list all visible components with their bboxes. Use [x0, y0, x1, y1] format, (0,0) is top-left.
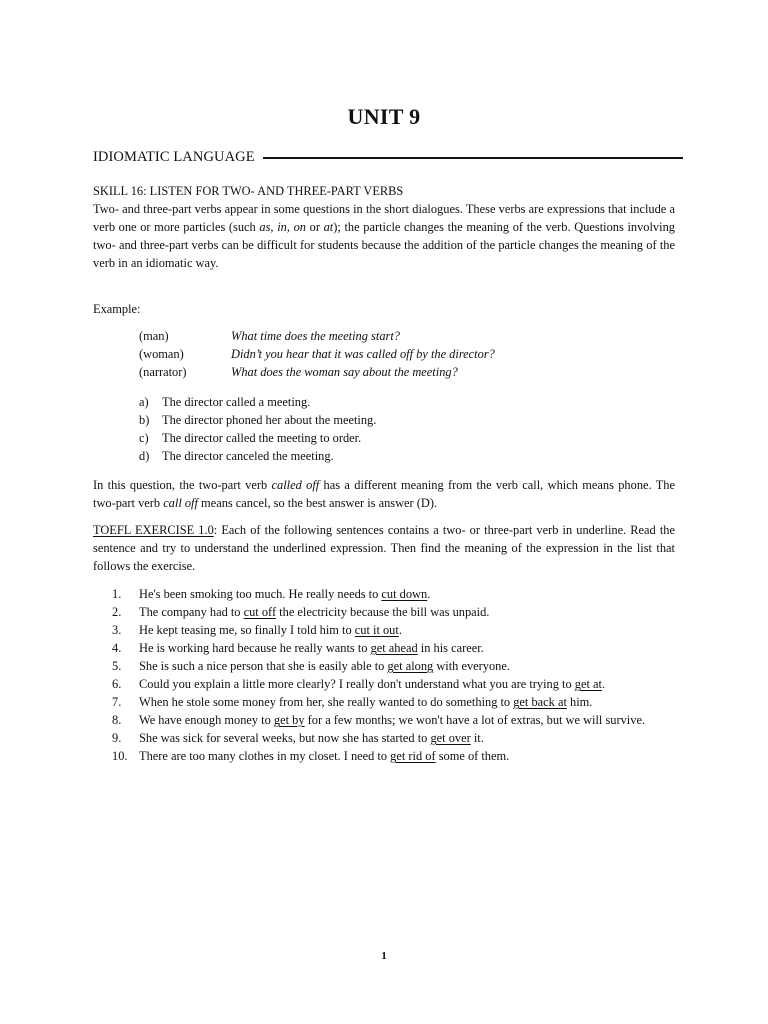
dialogue-line: What time does the meeting start? — [231, 329, 400, 343]
explanation-text: means cancel, so the best answer is answer (D). — [197, 496, 438, 510]
choice-letter: b) — [139, 413, 150, 427]
underlined-phrase: cut off — [243, 605, 277, 619]
choice-letter: c) — [139, 431, 149, 445]
particle-as: as, — [259, 220, 274, 234]
explanation-text: has a different meaning from the verb call, which means phone. The two-part verb — [93, 478, 676, 510]
intro-or: or — [305, 220, 324, 234]
item-text: it. — [470, 731, 484, 745]
item-text: some of them. — [435, 749, 510, 763]
answer-choice — [139, 393, 659, 411]
answer-choice — [139, 447, 659, 465]
underlined-phrase: get ahead — [370, 641, 418, 655]
explanation-text: In this question, the two-part verb — [93, 478, 272, 492]
item-number: 4. — [112, 641, 122, 655]
item-text: him. — [566, 695, 593, 709]
answer-choice — [139, 411, 659, 429]
list-item — [112, 747, 675, 765]
choice-text: The director canceled the meeting. — [162, 449, 334, 463]
item-sentence — [139, 675, 675, 693]
item-text: We have enough money to — [139, 713, 274, 727]
particle-in: in, — [277, 220, 290, 234]
section-heading-text: IDIOMATIC LANGUAGE — [93, 149, 255, 165]
underlined-phrase: get rid of — [390, 749, 436, 763]
list-item — [112, 657, 675, 675]
underlined-phrase: get over — [430, 731, 471, 745]
item-sentence — [139, 639, 675, 657]
intro-text: Two- and three-part verbs appear in some questions in the short dialogues. These verbs are expressions that include a verb one or more particles (such — [93, 202, 675, 234]
list-item — [112, 585, 675, 603]
item-number: 3. — [112, 623, 122, 637]
item-number: 8. — [112, 713, 122, 727]
item-text: She was sick for several weeks, but now she has started to — [139, 731, 431, 745]
skill-title: SKILL 16: LISTEN FOR TWO- AND THREE-PART VERBS — [93, 184, 404, 198]
item-text: He's been smoking too much. He really needs to — [139, 587, 382, 601]
intro-text-rest: ); the particle changes the meaning of the verb. Questions involving two- and three-part verbs can be difficult for students because the addition of the particle changes the meaning of the verb in an idiomatic way. — [93, 220, 675, 270]
item-text: He kept teasing me, so finally I told him to — [139, 623, 355, 637]
item-text: in his career. — [417, 641, 484, 655]
item-text: There are too many clothes in my closet. I need to — [139, 749, 391, 763]
explanation-paragraph — [93, 476, 675, 512]
item-text: She is such a nice person that she is easily able to — [139, 659, 388, 673]
underlined-phrase: get back at — [513, 695, 567, 709]
dialogue-line: What does the woman say about the meeting? — [231, 365, 458, 379]
explanation-term: call off — [163, 496, 198, 510]
item-sentence — [139, 603, 675, 621]
exercise-instructions — [93, 521, 675, 575]
dialogue-row — [139, 327, 659, 345]
item-number: 5. — [112, 659, 122, 673]
section-heading — [93, 147, 683, 167]
example-label: Example: — [93, 302, 141, 316]
item-text: with everyone. — [433, 659, 510, 673]
dialogue-line: Didn’t you hear that it was called off by the director? — [231, 347, 495, 361]
item-text: He is working hard because he really wants to — [139, 641, 371, 655]
list-item — [112, 711, 675, 729]
item-sentence — [139, 747, 675, 765]
dialogue-speaker: (narrator) — [139, 365, 187, 379]
item-text: the electricity because the bill was unpaid. — [276, 605, 490, 619]
item-sentence — [139, 729, 675, 747]
list-item — [112, 639, 675, 657]
item-sentence — [139, 711, 675, 729]
choice-text: The director called the meeting to order. — [162, 431, 362, 445]
underlined-phrase: cut it out — [354, 623, 399, 637]
particle-on: on — [293, 220, 306, 234]
underlined-phrase: get by — [273, 713, 305, 727]
exercise-text: : Each of the following sentences contains a two- or three-part verb in underline. Read the sentence and try to understand the underlined expression. Then find the meaning of the expression in the list that follows the exercise. — [93, 523, 676, 573]
dialogue-row — [139, 345, 659, 363]
item-number: 7. — [112, 695, 122, 709]
item-number: 10. — [112, 749, 128, 763]
item-text: The company had to — [139, 605, 244, 619]
dialogue-speaker: (woman) — [139, 347, 184, 361]
explanation-term: called off — [271, 478, 320, 492]
item-sentence — [139, 657, 675, 675]
answer-choices — [139, 393, 659, 465]
section-heading-rule — [263, 157, 683, 159]
exercise-list — [112, 585, 675, 765]
example-dialogue — [139, 327, 659, 381]
list-item — [112, 729, 675, 747]
unit-title: UNIT 9 — [347, 104, 421, 129]
underlined-phrase: get along — [387, 659, 434, 673]
item-number: 2. — [112, 605, 122, 619]
item-text: . — [398, 623, 402, 637]
dialogue-speaker: (man) — [139, 329, 169, 343]
answer-choice — [139, 429, 659, 447]
item-text: When he stole some money from her, she really wanted to do something to — [139, 695, 514, 709]
item-sentence — [139, 585, 675, 603]
item-sentence — [139, 693, 675, 711]
item-number: 1. — [112, 587, 122, 601]
page-number: 1 — [381, 950, 387, 962]
item-text: . — [427, 587, 431, 601]
underlined-phrase: cut down — [381, 587, 428, 601]
underlined-phrase: get at — [574, 677, 602, 691]
item-number: 6. — [112, 677, 122, 691]
particle-at: at — [323, 220, 334, 234]
list-item — [112, 693, 675, 711]
dialogue-row — [139, 363, 659, 381]
choice-text: The director called a meeting. — [162, 395, 311, 409]
list-item — [112, 603, 675, 621]
item-sentence — [139, 621, 675, 639]
choice-letter: a) — [139, 395, 149, 409]
exercise-label: TOEFL EXERCISE 1.0 — [93, 523, 214, 537]
item-number: 9. — [112, 731, 122, 745]
item-text: for a few months; we won't have a lot of extras, but we will survive. — [304, 713, 646, 727]
choice-text: The director phoned her about the meeting. — [162, 413, 377, 427]
item-text: Could you explain a little more clearly? I really don't understand what you are trying to — [139, 677, 575, 691]
choice-letter: d) — [139, 449, 150, 463]
list-item — [112, 621, 675, 639]
intro-paragraph — [93, 200, 675, 272]
item-text: . — [601, 677, 606, 691]
list-item — [112, 675, 675, 693]
